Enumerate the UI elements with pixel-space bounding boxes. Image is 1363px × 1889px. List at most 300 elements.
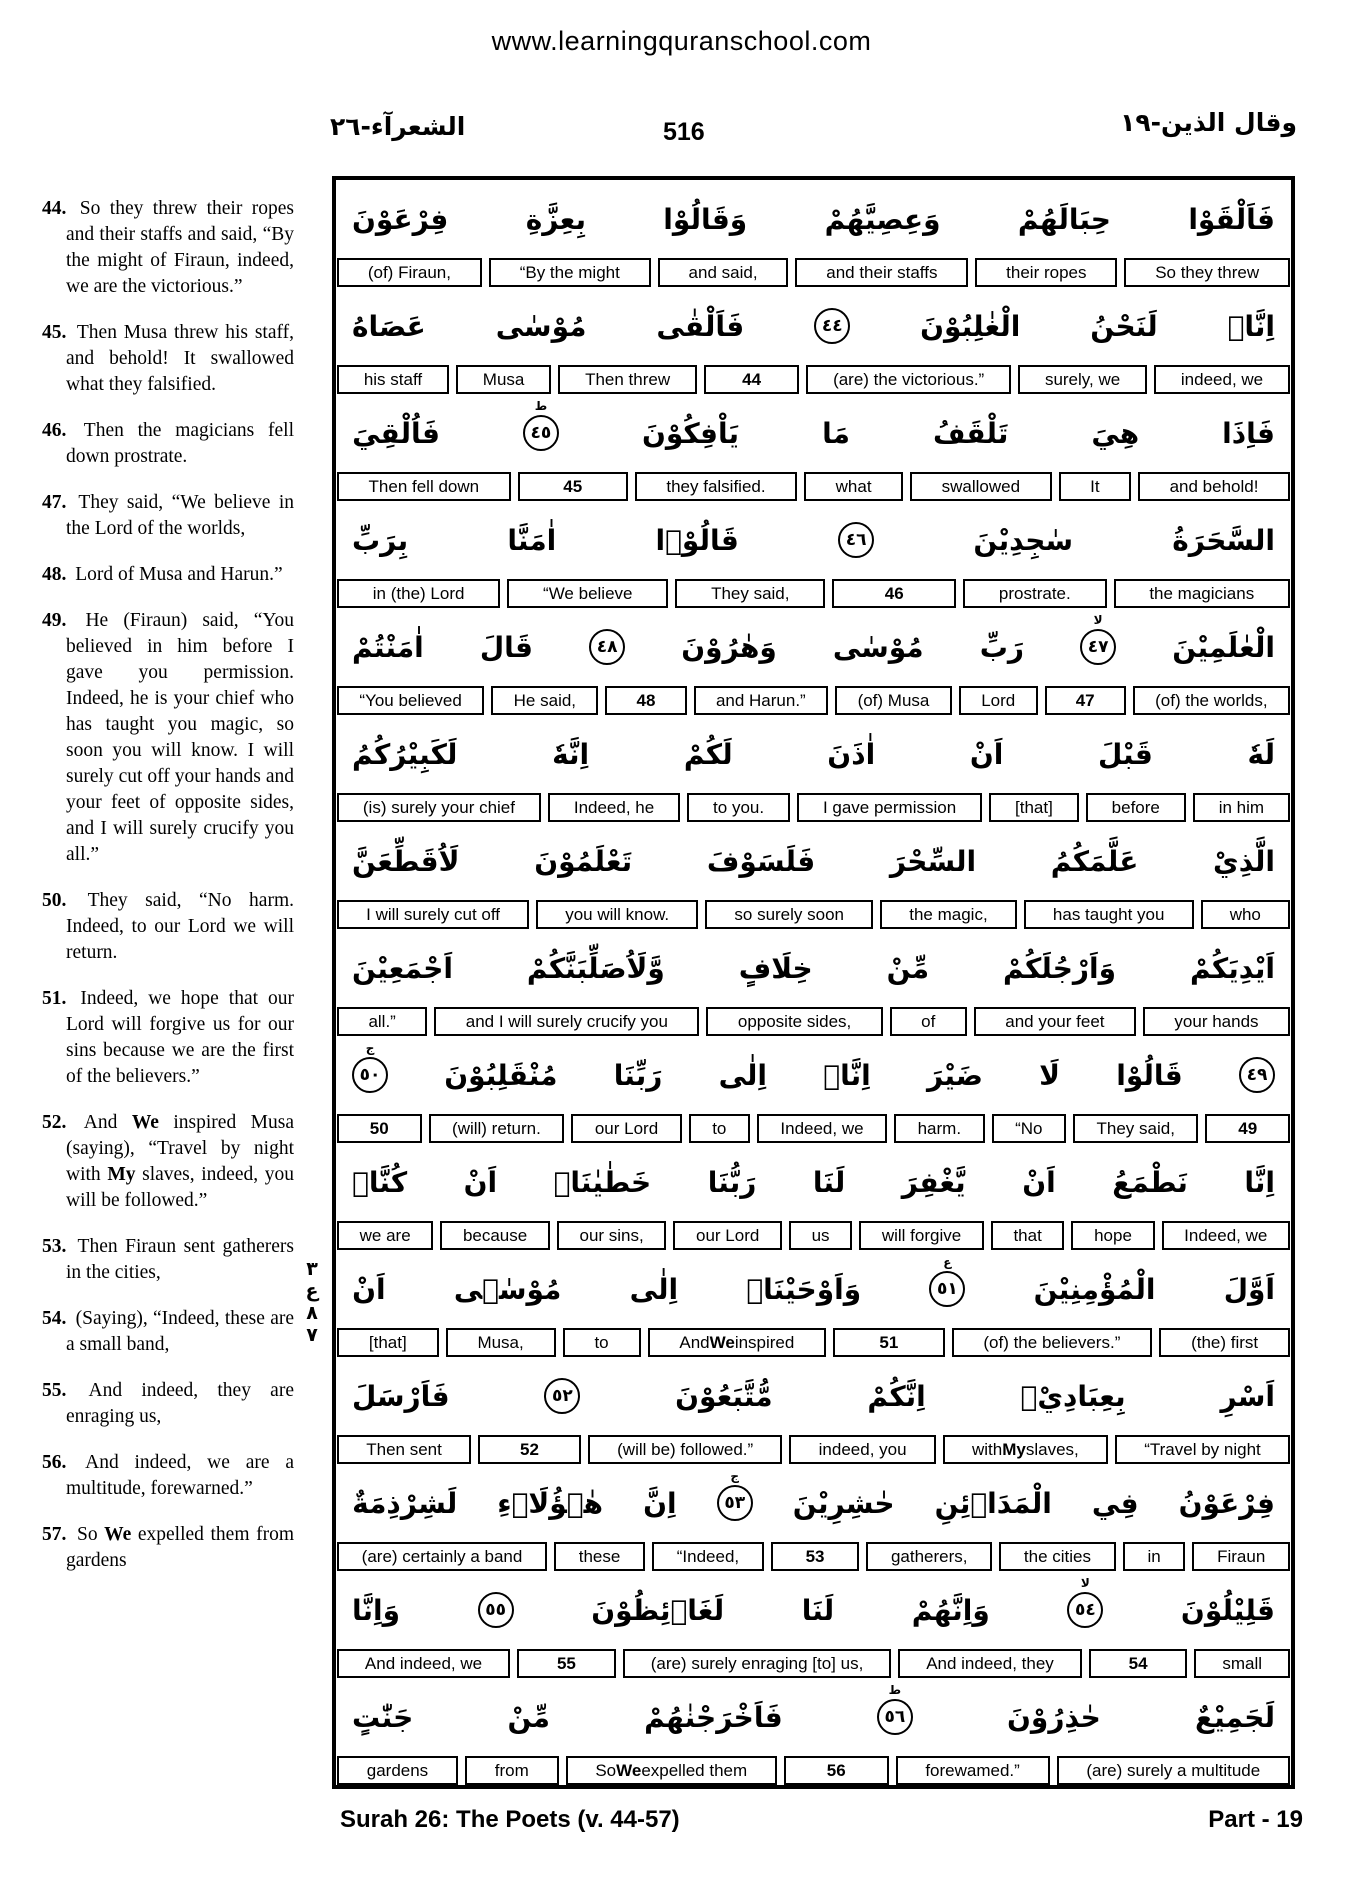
translation-cell: Indeed, we bbox=[757, 1114, 887, 1143]
arabic-word: اِنَّهٗ bbox=[552, 737, 590, 771]
arabic-word: فَاِذَا bbox=[1222, 416, 1275, 450]
arabic-word: يَّغْفِرَ bbox=[901, 1165, 966, 1199]
translation-cell: 53 bbox=[771, 1542, 859, 1571]
arabic-word: عَلَّمَكُمُ bbox=[1050, 844, 1139, 878]
arabic-word: فَاَلْقٰى bbox=[656, 309, 745, 343]
arabic-word: اِنَّ bbox=[643, 1486, 677, 1520]
translation-cell: in him bbox=[1193, 793, 1290, 822]
translation-cell: of bbox=[890, 1007, 967, 1036]
arabic-word: مُوْسٰى bbox=[832, 630, 924, 664]
arabic-word: بِعِبَادِيْۤ bbox=[1020, 1379, 1126, 1413]
arabic-row bbox=[336, 1250, 1291, 1328]
arabic-word: مُنْقَلِبُوْنَ bbox=[444, 1058, 558, 1092]
translation-cell: “Travel by night bbox=[1115, 1435, 1290, 1464]
verse-number: 52. bbox=[42, 1112, 67, 1133]
arabic-word: لَنَا bbox=[812, 1165, 846, 1199]
verse-number: 57. bbox=[42, 1524, 67, 1545]
translation-cell: (the) first bbox=[1159, 1328, 1290, 1357]
translation-cell: (of) the worlds, bbox=[1133, 686, 1290, 715]
translation-row bbox=[336, 1756, 1291, 1785]
verse-end-number: ٥٢ bbox=[551, 1386, 573, 1406]
arabic-word: السِّحْرَ bbox=[889, 844, 977, 878]
arabic-word: رَبِّ bbox=[979, 630, 1025, 664]
verse-text: So they threw their ropes and their staffs and said, “By the might of Firaun, indeed, we are the victorious.” bbox=[66, 198, 294, 297]
translation-cell: (are) certainly a band bbox=[337, 1542, 547, 1571]
translation-cell: (will be) followed.” bbox=[588, 1435, 783, 1464]
translation-column bbox=[42, 196, 294, 1594]
translation-cell: I will surely cut off bbox=[337, 900, 529, 929]
translation-cell: indeed, we bbox=[1154, 365, 1290, 394]
arabic-row bbox=[336, 287, 1291, 365]
translation-cell: 47 bbox=[1045, 686, 1126, 715]
footer-surah-title: Surah 26: The Poets (v. 44-57) bbox=[340, 1806, 680, 1833]
translation-cell: and said, bbox=[658, 258, 789, 287]
translation-cell: and your feet bbox=[974, 1007, 1136, 1036]
arabic-word: قَبْلَ bbox=[1098, 737, 1153, 771]
arabic-word: فِرْعَوْنُ bbox=[1178, 1486, 1275, 1520]
verse-item bbox=[42, 888, 294, 966]
verse-item bbox=[42, 490, 294, 542]
verse-end-number: ٤٧ bbox=[1087, 637, 1109, 657]
arabic-word: حٰشِرِيْنَ bbox=[792, 1486, 895, 1520]
arabic-word: رَبِّنَا bbox=[613, 1058, 663, 1092]
translation-cell: “You believed bbox=[337, 686, 484, 715]
translation-cell: 56 bbox=[784, 1756, 889, 1785]
translation-cell: (are) surely enraging [to] us, bbox=[623, 1649, 891, 1678]
translation-cell: So We expelled them bbox=[566, 1756, 777, 1785]
verse-text: He (Firaun) said, “You believed in him before I gave you permission. Indeed, he is your chief who has taught you magic, so soon you will know. I will surely cut off your hands and your feet of opposite sides, and I will surely crucify you all.” bbox=[66, 610, 294, 865]
translation-cell: to bbox=[563, 1328, 641, 1357]
translation-cell: in (the) Lord bbox=[337, 579, 500, 608]
arabic-word: السَّحَرَةُ bbox=[1172, 523, 1275, 557]
arabic-word: جَنّٰتٍ bbox=[352, 1700, 414, 1734]
translation-cell: And indeed, we bbox=[337, 1649, 510, 1678]
translation-cell: Lord bbox=[959, 686, 1038, 715]
waqf-mark: ع bbox=[943, 1255, 952, 1269]
translation-row bbox=[336, 1114, 1291, 1143]
translation-cell: and behold! bbox=[1138, 472, 1290, 501]
translation-cell: I gave permission bbox=[797, 793, 982, 822]
verse-end-circle bbox=[929, 1255, 965, 1307]
verse-item bbox=[42, 562, 294, 588]
arabic-word: اِنَّاۤ bbox=[1227, 309, 1275, 343]
verse-text: They said, “No harm. Indeed, to our Lord we will return. bbox=[66, 890, 294, 963]
arabic-word: اٰمَنَّا bbox=[507, 523, 557, 557]
translation-cell: Musa, bbox=[446, 1328, 556, 1357]
translation-cell: small bbox=[1194, 1649, 1290, 1678]
translation-cell: what bbox=[804, 472, 903, 501]
arabic-word: مُوْسٰۤى bbox=[453, 1272, 562, 1306]
translation-cell: Then fell down bbox=[337, 472, 511, 501]
arabic-word: حِبَالَهُمْ bbox=[1017, 202, 1111, 236]
translation-cell: who bbox=[1201, 900, 1290, 929]
verse-number: 55. bbox=[42, 1380, 67, 1401]
translation-cell: Firaun bbox=[1192, 1542, 1290, 1571]
arabic-word: اَجْمَعِيْنَ bbox=[352, 951, 453, 985]
verse-end-circle bbox=[1080, 613, 1116, 665]
translation-cell: to you. bbox=[687, 793, 790, 822]
translation-cell: opposite sides, bbox=[706, 1007, 882, 1036]
translation-row bbox=[336, 1221, 1291, 1250]
arabic-word: وَاِنَّا bbox=[352, 1593, 401, 1627]
translation-cell: his staff bbox=[337, 365, 449, 394]
arabic-word: مِّنْ bbox=[886, 951, 930, 985]
arabic-row bbox=[336, 1143, 1291, 1221]
verse-number: 46. bbox=[42, 420, 67, 441]
arabic-word: هٰۤؤُلَاۤءِ bbox=[497, 1486, 604, 1520]
translation-cell: because bbox=[440, 1221, 550, 1250]
verse-number: 53. bbox=[42, 1236, 67, 1257]
translation-cell: [that] bbox=[989, 793, 1079, 822]
translation-cell: They said, bbox=[1073, 1114, 1198, 1143]
translation-cell: in bbox=[1123, 1542, 1186, 1571]
arabic-row bbox=[336, 1678, 1291, 1756]
translation-cell: we are bbox=[337, 1221, 433, 1250]
arabic-row bbox=[336, 1571, 1291, 1649]
verse-number: 49. bbox=[42, 610, 67, 631]
verse-number: 47. bbox=[42, 492, 67, 513]
verse-number: 48. bbox=[42, 564, 67, 585]
verse-number: 44. bbox=[42, 198, 67, 219]
arabic-row bbox=[336, 180, 1291, 258]
verse-end-number: ٤٨ bbox=[596, 637, 618, 657]
arabic-row bbox=[336, 1357, 1291, 1435]
translation-cell: 44 bbox=[704, 365, 799, 394]
translation-cell: the magicians bbox=[1114, 579, 1290, 608]
verse-end-number: ٤٦ bbox=[845, 530, 867, 550]
verse-item bbox=[42, 1522, 294, 1574]
arabic-word: اَسْرِ bbox=[1220, 1379, 1275, 1413]
arabic-word: اِنَّكُمْ bbox=[867, 1379, 926, 1413]
arabic-word: وَّلَاُصَلِّبَنَّكُمْ bbox=[526, 951, 665, 985]
arabic-word: اٰذَنَ bbox=[827, 737, 876, 771]
waqf-mark: ج bbox=[730, 1469, 740, 1483]
arabic-word: فَاُلْقِيَ bbox=[352, 416, 440, 450]
translation-cell: all.” bbox=[337, 1007, 427, 1036]
verse-item bbox=[42, 1450, 294, 1502]
translation-cell: (of) Musa bbox=[835, 686, 952, 715]
arabic-word: وَعِصِيَّهُمْ bbox=[824, 202, 941, 236]
arabic-word: لَهٗ bbox=[1247, 737, 1275, 771]
verse-text: Then Musa threw his staff, and behold! It swallowed what they falsified. bbox=[66, 322, 294, 395]
translation-cell: 46 bbox=[832, 579, 956, 608]
arabic-word: اَنْ bbox=[969, 737, 1004, 771]
verse-item bbox=[42, 986, 294, 1090]
verse-text: And indeed, we are a multitude, forewarned.” bbox=[66, 1452, 294, 1499]
verse-end-circle bbox=[478, 1592, 514, 1628]
arabic-word: وَهٰرُوْنَ bbox=[681, 630, 777, 664]
verse-end-number: ٤٥ bbox=[530, 423, 552, 443]
verse-end-number: ٥٤ bbox=[1074, 1600, 1096, 1620]
translation-cell: And indeed, they bbox=[898, 1649, 1081, 1678]
verse-text: Then Firaun sent gatherers in the cities, bbox=[66, 1236, 294, 1283]
verse-end-circle bbox=[544, 1378, 580, 1414]
arabic-word: تَلْقَفُ bbox=[932, 416, 1009, 450]
arabic-word: اِنَّاۤ bbox=[823, 1058, 871, 1092]
translation-cell: 52 bbox=[478, 1435, 581, 1464]
translation-cell: 54 bbox=[1089, 1649, 1188, 1678]
arabic-word: بِرَبِّ bbox=[352, 523, 409, 557]
translation-cell: 55 bbox=[517, 1649, 616, 1678]
translation-row bbox=[336, 1007, 1291, 1036]
translation-cell: (are) surely a multitude bbox=[1057, 1756, 1290, 1785]
arabic-word: لَغَاۤئِظُوْنَ bbox=[591, 1593, 725, 1627]
verse-item bbox=[42, 1234, 294, 1286]
arabic-word: بِعِزَّةِ bbox=[525, 202, 586, 236]
arabic-word: اِنَّا bbox=[1244, 1165, 1275, 1199]
translation-row bbox=[336, 900, 1291, 929]
verse-end-circle bbox=[814, 308, 850, 344]
ruku-marker-char: ٣ bbox=[306, 1258, 318, 1280]
translation-cell: They said, bbox=[675, 579, 825, 608]
translation-cell: “No bbox=[992, 1114, 1066, 1143]
arabic-word: لَنَا bbox=[801, 1593, 835, 1627]
verse-end-number: ٤٤ bbox=[821, 316, 843, 336]
ruku-marker-char: ٨ bbox=[306, 1302, 318, 1324]
arabic-word: سٰجِدِيْنَ bbox=[973, 523, 1073, 557]
arabic-word: فَاَخْرَجْنٰهُمْ bbox=[644, 1700, 783, 1734]
translation-cell: gardens bbox=[337, 1756, 458, 1785]
arabic-word: اَوَّلَ bbox=[1223, 1272, 1275, 1306]
translation-row bbox=[336, 472, 1291, 501]
verse-end-number: ٤٩ bbox=[1246, 1065, 1268, 1085]
translation-cell: (is) surely your chief bbox=[337, 793, 541, 822]
translation-cell: our sins, bbox=[557, 1221, 667, 1250]
site-url: www.learningquranschool.com bbox=[491, 26, 872, 56]
verse-text: (Saying), “Indeed, these are a small band, bbox=[66, 1308, 294, 1355]
verse-item bbox=[42, 196, 294, 300]
arabic-word: قَالُوْۤا bbox=[655, 523, 739, 557]
translation-cell: before bbox=[1086, 793, 1186, 822]
ruku-marker-char: ع bbox=[305, 1280, 319, 1302]
arabic-word: اَنْ bbox=[1022, 1165, 1056, 1199]
arabic-word: قَلِيْلُوْنَ bbox=[1180, 1593, 1275, 1627]
verse-item bbox=[42, 418, 294, 470]
translation-cell: to bbox=[689, 1114, 750, 1143]
arabic-word: وَاِنَّهُمْ bbox=[911, 1593, 990, 1627]
translation-cell: our Lord bbox=[673, 1221, 782, 1250]
arabic-word: لَا bbox=[1039, 1058, 1060, 1092]
verse-number: 45. bbox=[42, 322, 67, 343]
arabic-word: قَالَ bbox=[479, 630, 534, 664]
translation-row bbox=[336, 365, 1291, 394]
arabic-word: فِرْعَوْنَ bbox=[352, 202, 449, 236]
arabic-word: اَنْ bbox=[352, 1272, 386, 1306]
verse-end-number: ٥٣ bbox=[724, 1493, 746, 1513]
translation-cell: He said, bbox=[491, 686, 598, 715]
verse-item bbox=[42, 1378, 294, 1430]
footer-part-label: Part - 19 bbox=[1208, 1806, 1303, 1833]
verse-item bbox=[42, 1110, 294, 1214]
arabic-word: كُنَّاۤ bbox=[352, 1165, 408, 1199]
verse-item bbox=[42, 320, 294, 398]
translation-cell: will forgive bbox=[859, 1221, 984, 1250]
arabic-word: نَطْمَعُ bbox=[1112, 1165, 1188, 1199]
arabic-word: اِلٰى bbox=[718, 1058, 768, 1092]
translation-cell: with My slaves, bbox=[943, 1435, 1108, 1464]
translation-cell: “We believe bbox=[507, 579, 668, 608]
arabic-word: خِلَافٍ bbox=[738, 951, 813, 985]
arabic-word: الْعٰلَمِيْنَ bbox=[1172, 630, 1275, 664]
arabic-row bbox=[336, 1464, 1291, 1542]
translation-cell: [that] bbox=[337, 1328, 439, 1357]
arabic-row bbox=[336, 929, 1291, 1007]
translation-cell: Then sent bbox=[337, 1435, 471, 1464]
translation-cell: prostrate. bbox=[963, 579, 1106, 608]
arabic-word: لَكُمْ bbox=[683, 737, 733, 771]
arabic-word: الْمُؤْمِنِيْنَ bbox=[1033, 1272, 1156, 1306]
waqf-mark: ط bbox=[534, 399, 548, 413]
arabic-word: لَنَحْنُ bbox=[1090, 309, 1158, 343]
verse-text: Indeed, we hope that our Lord will forgive us for our sins because we are the first of the believers.” bbox=[66, 988, 294, 1087]
translation-cell: Indeed, we bbox=[1162, 1221, 1290, 1250]
arabic-word: قَالُوْا bbox=[1116, 1058, 1183, 1092]
arabic-word: الْمَدَاۤئِنِ bbox=[934, 1486, 1052, 1520]
arabic-word: اَيْدِيَكُمْ bbox=[1189, 951, 1275, 985]
ruku-marker-char: ٧ bbox=[306, 1324, 318, 1346]
verse-number: 54. bbox=[42, 1308, 67, 1329]
verse-text: Then the magicians fell down prostrate. bbox=[66, 420, 294, 467]
arabic-word: فَاَلْقَوْا bbox=[1188, 202, 1275, 236]
verse-end-circle bbox=[589, 629, 625, 665]
translation-cell: 50 bbox=[337, 1114, 422, 1143]
arabic-word: فَلَسَوْفَ bbox=[706, 844, 816, 878]
arabic-word: اِلٰى bbox=[629, 1272, 679, 1306]
arabic-word: الْغٰلِبُوْنَ bbox=[920, 309, 1021, 343]
arabic-word: اٰمَنْتُمْ bbox=[352, 630, 424, 664]
ruku-marker bbox=[294, 1258, 330, 1346]
arabic-word: اَنْ bbox=[463, 1165, 498, 1199]
translation-cell: indeed, you bbox=[789, 1435, 935, 1464]
arabic-word: الَّذِيْ bbox=[1213, 844, 1275, 878]
translation-cell: swallowed bbox=[910, 472, 1051, 501]
header-surah-name-arabic: الشعرآء-٢٦ bbox=[330, 112, 466, 141]
verse-end-number: ٥٦ bbox=[884, 1707, 906, 1727]
translation-cell: their ropes bbox=[975, 258, 1117, 287]
arabic-word: لَاُقَطِّعَنَّ bbox=[352, 844, 460, 878]
translation-cell: you will know. bbox=[536, 900, 698, 929]
translation-cell: (are) the victorious.” bbox=[806, 365, 1011, 394]
verse-item bbox=[42, 1306, 294, 1358]
header-juz-name-arabic: وقال الذين-١٩ bbox=[1120, 108, 1297, 137]
verse-text: And We inspired Musa (saying), “Travel by night with My slaves, indeed, you will be followed.” bbox=[66, 1112, 294, 1211]
translation-cell: hope bbox=[1071, 1221, 1154, 1250]
translation-cell: forewamed.” bbox=[896, 1756, 1050, 1785]
waqf-mark: لا bbox=[1080, 1576, 1090, 1590]
verse-end-circle bbox=[523, 399, 559, 451]
arabic-row bbox=[336, 394, 1291, 472]
translation-cell: they falsified. bbox=[635, 472, 797, 501]
arabic-word: لَكَبِيْرُكُمُ bbox=[352, 737, 458, 771]
verse-end-circle bbox=[1067, 1576, 1103, 1628]
arabic-word: مِّنْ bbox=[507, 1700, 550, 1734]
arabic-row bbox=[336, 501, 1291, 579]
verse-number: 56. bbox=[42, 1452, 67, 1473]
arabic-row bbox=[336, 608, 1291, 686]
arabic-word: رَبُّنَا bbox=[707, 1165, 757, 1199]
translation-row bbox=[336, 1542, 1291, 1571]
verse-end-circle bbox=[877, 1683, 913, 1735]
verse-number: 50. bbox=[42, 890, 67, 911]
translation-cell: these bbox=[554, 1542, 645, 1571]
arabic-word: فَاَرْسَلَ bbox=[352, 1379, 450, 1413]
arabic-word: مُوْسٰى bbox=[495, 309, 587, 343]
waqf-mark: ج bbox=[365, 1041, 375, 1055]
verse-text: They said, “We believe in the Lord of the worlds, bbox=[66, 492, 294, 539]
translation-cell: (of) Firaun, bbox=[337, 258, 482, 287]
arabic-row bbox=[336, 1036, 1291, 1114]
arabic-word: وَقَالُوْا bbox=[663, 202, 748, 236]
arabic-word: يَاْفِكُوْنَ bbox=[641, 416, 740, 450]
verse-end-circle bbox=[352, 1041, 388, 1093]
translation-cell: 49 bbox=[1205, 1114, 1290, 1143]
translation-cell: your hands bbox=[1143, 1007, 1290, 1036]
verse-end-number: ٥٠ bbox=[359, 1065, 381, 1085]
translation-cell: the cities bbox=[999, 1542, 1116, 1571]
translation-cell: that bbox=[991, 1221, 1065, 1250]
translation-cell: so surely soon bbox=[705, 900, 873, 929]
translation-row bbox=[336, 793, 1291, 822]
translation-cell: from bbox=[465, 1756, 559, 1785]
arabic-word: عَصَاهُ bbox=[352, 309, 426, 343]
translation-cell: our Lord bbox=[571, 1114, 681, 1143]
translation-cell: gatherers, bbox=[866, 1542, 992, 1571]
arabic-row bbox=[336, 715, 1291, 793]
verse-text: And indeed, they are enraging us, bbox=[66, 1380, 294, 1427]
translation-row bbox=[336, 258, 1291, 287]
translation-cell: “Indeed, bbox=[652, 1542, 764, 1571]
translation-cell: and I will surely crucify you bbox=[434, 1007, 699, 1036]
translation-cell: 51 bbox=[833, 1328, 944, 1357]
translation-cell: has taught you bbox=[1024, 900, 1194, 929]
arabic-word: هِيَ bbox=[1091, 416, 1140, 450]
translation-cell: the magic, bbox=[880, 900, 1017, 929]
arabic-word: مُّتَّبَعُوْنَ bbox=[675, 1379, 773, 1413]
verse-item bbox=[42, 608, 294, 868]
translation-row bbox=[336, 686, 1291, 715]
arabic-word: وَاَوْحَيْنَاۤ bbox=[746, 1272, 862, 1306]
verse-end-number: ٥١ bbox=[936, 1279, 958, 1299]
translation-cell: and Harun.” bbox=[694, 686, 829, 715]
verse-end-circle bbox=[1239, 1057, 1275, 1093]
arabic-word: وَاَرْجُلَكُمْ bbox=[1003, 951, 1117, 985]
translation-row bbox=[336, 1435, 1291, 1464]
translation-cell: 48 bbox=[605, 686, 686, 715]
translation-row bbox=[336, 1328, 1291, 1357]
arabic-word: ضَيْرَ bbox=[926, 1058, 983, 1092]
translation-cell: Indeed, he bbox=[548, 793, 680, 822]
translation-cell: Then threw bbox=[558, 365, 697, 394]
translation-row bbox=[336, 579, 1291, 608]
arabic-word: تَعْلَمُوْنَ bbox=[534, 844, 633, 878]
translation-cell: “By the might bbox=[489, 258, 651, 287]
translation-cell: and their staffs bbox=[795, 258, 968, 287]
translation-cell: It bbox=[1059, 472, 1132, 501]
translation-cell: 45 bbox=[518, 472, 628, 501]
arabic-word: حٰذِرُوْنَ bbox=[1007, 1700, 1101, 1734]
arabic-word: مَا bbox=[822, 416, 850, 450]
verse-end-circle bbox=[838, 522, 874, 558]
translation-cell: So they threw bbox=[1124, 258, 1290, 287]
arabic-word: خَطٰيٰنَاۤ bbox=[553, 1165, 652, 1199]
translation-cell: harm. bbox=[894, 1114, 984, 1143]
translation-cell: And We inspired bbox=[648, 1328, 827, 1357]
verse-end-circle bbox=[717, 1469, 753, 1521]
translation-cell: (will) return. bbox=[429, 1114, 565, 1143]
translation-cell: Musa bbox=[456, 365, 551, 394]
page-number: 516 bbox=[663, 118, 705, 146]
translation-cell: us bbox=[789, 1221, 852, 1250]
